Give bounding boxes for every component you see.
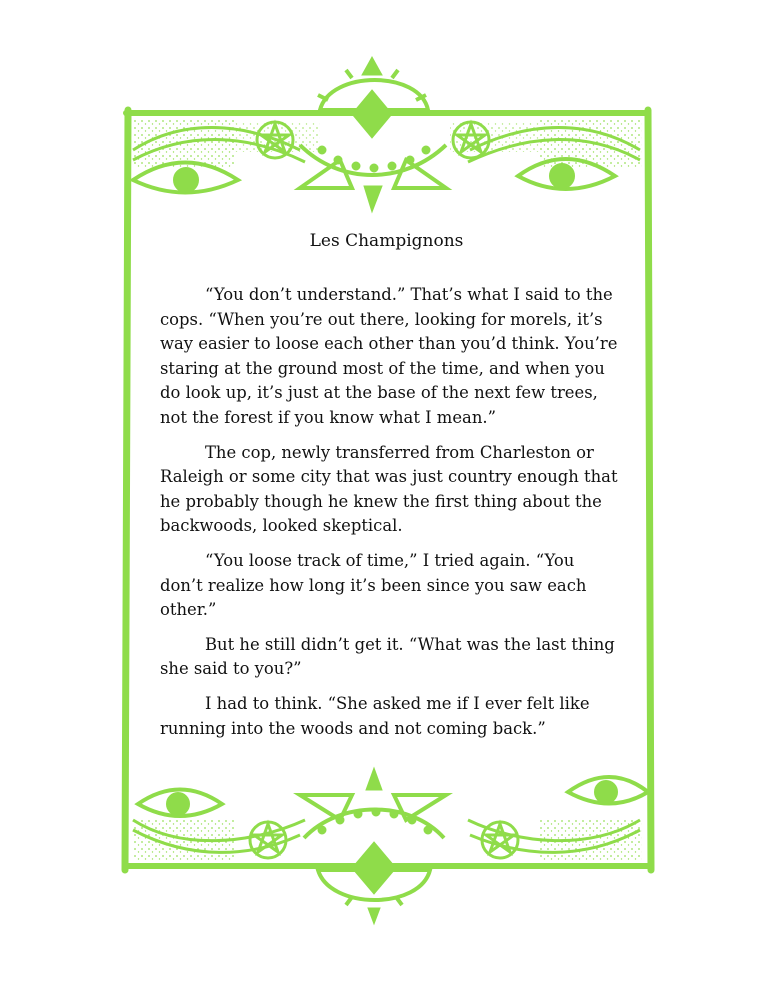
paragraph: I had to think. “She asked me if I ever felt like running into the woods and not coming back.” <box>160 693 590 738</box>
paragraph: But he still didn’t get it. “What was the last thing she said to you?” <box>160 634 615 679</box>
top-ornament <box>133 57 642 212</box>
paragraph: “You loose track of time,” I tried again. “You don’t realize how long it’s been since you saw each other.” <box>160 550 587 620</box>
bottom-ornament <box>133 768 648 924</box>
eye-icon <box>138 790 222 817</box>
diamond-icon <box>300 57 446 212</box>
story-title: Les Champignons <box>309 231 464 251</box>
paragraph: “You don’t understand.” That’s what I said to the cops. “When you’re out there, looking for morels, it’s way easier to loose each other than you’d think. You’re staring at the ground most of the time, and when you do look up, it’s just at the base of the next few trees, not the forest if you know what I mean.” <box>160 285 618 427</box>
eye-icon <box>568 777 648 804</box>
story-body <box>160 283 622 751</box>
diamond-icon <box>300 768 446 924</box>
paragraph: The cop, newly transferred from Charleston or Raleigh or some city that was just country enough that he probably though he knew the first thing about the backwoods, looked skeptical. <box>160 442 618 536</box>
pentacle-icon <box>250 822 286 858</box>
